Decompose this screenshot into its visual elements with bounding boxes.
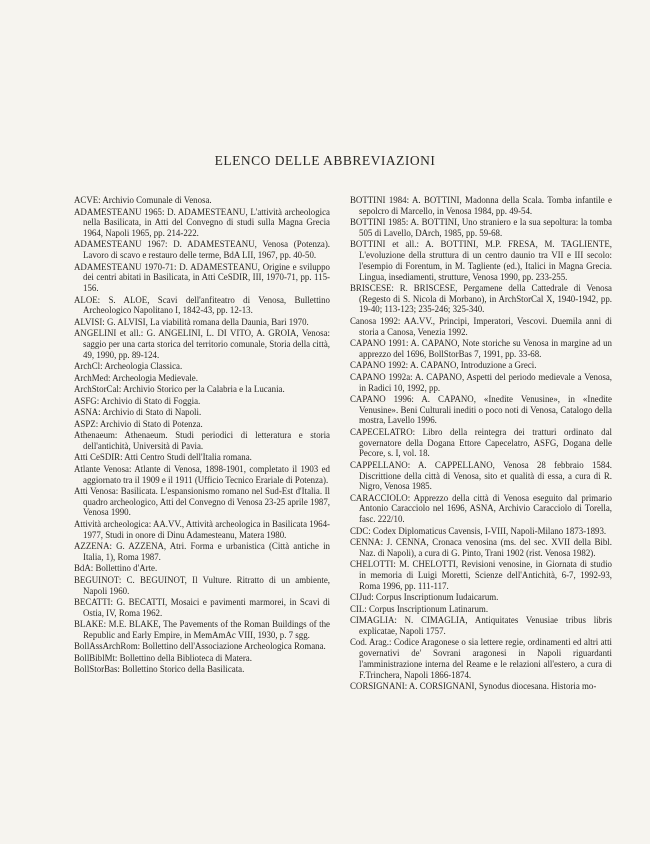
abbreviation-entry: Atlante Venosa: Atlante di Venosa, 1898-1901, completato il 1903 ed aggiornato tra il 1909 e il 1911 (Ufficio Tecnico Erariale di Potenza). [74,463,330,485]
abbreviation-entry: Atti Venosa: Basilicata. L'espansionismo romano nel Sud-Est d'Italia. Il quadro archeologico, Atti del Convegno di Venosa 23-25 aprile 1987, Venosa 1990. [74,486,330,518]
abbreviation-entry: ADAMESTEANU 1965: D. ADAMESTEANU, L'attività archeologica nella Basilicata, in Atti del Convegno di studi sulla Magna Grecia 1964, Napoli 1965, pp. 214-222. [74,206,330,238]
abbreviation-entry: CORSIGNANI: A. CORSIGNANI, Synodus diocesana. Historia mo- [350,681,597,692]
left-column [74,195,330,676]
abbreviation-entry: BollStorBas: Bollettino Storico della Basilicata. [74,664,245,675]
abbreviation-entry: BdA: Bollettino d'Arte. [74,563,158,574]
abbreviation-entry: CARACCIOLO: Apprezzo della città di Venosa eseguito dal primario Antonio Caracciolo nel 1696, ASNA, Archivio Caracciolo di Torella, fasc. 222/10. [350,492,612,525]
abbreviation-entry: CAPANO 1992a: A. CAPANO, Aspetti del periodo medievale a Venosa, in Radici 10, 1992, pp. [350,371,612,393]
abbreviation-entry: ArchMed: Archeologia Medievale. [74,372,198,383]
abbreviation-entry: CAPANO 1992: A. CAPANO, Introduzione a Greci. [350,360,537,371]
abbreviation-entry: BollAssArchRom: Bollettino dell'Associazione Archeologica Romana. [74,641,326,652]
abbreviation-entry: ADAMESTEANU 1970-71: D. ADAMESTEANU, Origine e sviluppo dei centri abitati in Basilicata, in Atti CeSDIR, III, 1970-71, pp. 115-156. [74,261,330,294]
abbreviation-entry: CAPANO 1996: A. CAPANO, «Inedite Venusine», in «Inedite Venusine». Beni Culturali inediti o poco noti di Venosa, Catalogo della mostra, Lavello 1996. [350,394,612,426]
abbreviation-entry: Cod. Arag.: Codice Aragonese o sia lettere regie, ordinamenti ed altri atti governativi de' Sovrani aragonesi in Napoli riguardanti l'amministrazione interna del Reame e le relazioni all'estero, a cura di F.Trinchera, Napoli 1866-1874. [350,637,612,680]
abbreviation-entry: ALVISI: G. ALVISI, La viabilità romana della Daunia, Bari 1970. [74,316,309,327]
abbreviation-entry: Athenaeum: Athenaeum. Studi periodici di letteratura e storia dell'antichità, Università di Pavia. [74,430,330,451]
abbreviation-entry: CIJud: Corpus Inscriptionum Iudaicarum. [350,592,499,603]
abbreviation-entry: ALOE: S. ALOE, Scavi dell'anfiteatro di Venosa, Bullettino Archeologico Napolitano I, 1842-43, pp. 12-13. [74,294,330,316]
abbreviation-entry: CAPANO 1991: A. CAPANO, Note storiche su Venosa in margine ad un apprezzo del 1696, BollStorBas 7, 1991, pp. 33-68. [350,338,612,359]
abbreviation-entry: Atti CeSDIR: Atti Centro Studi dell'Italia romana. [74,452,252,463]
abbreviation-entry: BEGUINOT: C. BEGUINOT, Il Vulture. Ritratto di un ambiente, Napoli 1960. [74,574,330,596]
abbreviation-entry: CDC: Codex Diplomaticus Cavensis, I-VIII, Napoli-Milano 1873-1893. [350,525,607,536]
abbreviation-entry: ASNA: Archivio di Stato di Napoli. [74,407,202,418]
abbreviation-entry: ArchStorCal: Archivio Storico per la Calabria e la Lucania. [74,384,285,395]
abbreviation-entry: ACVE: Archivio Comunale di Venosa. [74,195,212,205]
abbreviation-entry: Canosa 1992: AA.VV., Principi, Imperatori, Vescovi. Duemila anni di storia a Canosa, Venezia 1992. [350,315,612,337]
abbreviation-entry: BOTTINI 1984: A. BOTTINI, Madonna della Scala. Tomba infantile e sepolcro di Marcello, in Venosa 1984, pp. 49-54. [350,195,612,216]
abbreviation-entry: ANGELINI et all.: G. ANGELINI, L. DI VITO, A. GROIA, Venosa: saggio per una carta storica del territorio comunale, Storia della città, 49, 1990, pp. 89-124. [74,328,330,360]
page-title: ELENCO DELLE ABBREVIAZIONI [214,153,436,168]
abbreviation-entry: BRISCESE: R. BRISCESE, Pergamene della Cattedrale di Venosa (Regesto di S. Nicola di Morbano), in ArchStorCal X, 1940-1942, pp. 19-40; 113-123; 235-246; 325-340. [350,283,612,315]
abbreviation-entry: CIMAGLIA: N. CIMAGLIA, Antiquitates Venusiae tribus libris explicatae, Napoli 1757. [350,615,612,636]
abbreviation-entry: BOTTINI et all.: A. BOTTINI, M.P. FRESA, M. TAGLIENTE, L'evoluzione della struttura di un centro daunio tra VII e III secolo: l'esempio di Forentum, in M. Tagliente (ed.), Italici in Magna Grecia. Lingua, insediamenti, strutture, Venosa 1990, pp. 233-255. [350,239,612,282]
abbreviation-entry: BECATTI: G. BECATTI, Mosaici e pavimenti marmorei, in Scavi di Ostia, IV, Roma 1962. [74,597,330,618]
right-column [350,195,612,693]
abbreviation-entry: ADAMESTEANU 1967: D. ADAMESTEANU, Venosa (Potenza). Lavoro di scavo e restauro delle terme, BdA LII, 1967, pp. 40-50. [74,239,330,261]
abbreviation-entry: Attività archeologica: AA.VV., Attività archeologica in Basilicata 1964-1977, Studi in onore di Dinu Adamesteanu, Matera 1980. [74,518,330,540]
abbreviation-entry: CAPPELLANO: A. CAPPELLANO, Venosa 28 febbraio 1584. Discrittione della città di Venosa, sito et qualità di essa, a cura di R. Nigro, Venosa 1985. [350,459,612,492]
abbreviation-entry: CHELOTTI: M. CHELOTTI, Revisioni venosine, in Giornata di studio in memoria di Luigi Moretti, Scienze dell'Antichità, 6-7, 1992-93, Roma 1996, pp. 111-117. [350,559,612,591]
abbreviation-entry: BollBiblMt: Bollettino della Biblioteca di Matera. [74,652,252,663]
abbreviation-entry: CENNA: J. CENNA, Cronaca venosina (ms. del sec. XVII della Bibl. Naz. di Napoli), a cura di G. Pinto, Trani 1902 (rist. Venosa 1982). [350,537,612,558]
abbreviation-entry: ArchCl: Archeologia Classica. [74,361,183,372]
abbreviation-entry: CAPECELATRO: Libro della reintegra dei tratturi ordinato dal governatore della Dogana Ettore Capecelatro, ASFG, Dogana delle Pecore, s. I, vol. 18. [350,426,612,459]
abbreviation-entry: ASPZ: Archivio di Stato di Potenza. [74,418,203,429]
abbreviation-entry: ASFG: Archivio di Stato di Foggia. [74,395,201,406]
abbreviation-entry: BLAKE: M.E. BLAKE, The Pavements of the Roman Buildings of the Republic and Early Empire, in MemAmAc VIII, 1930, p. 7 sgg. [74,619,330,640]
abbreviation-entry: BOTTINI 1985: A. BOTTINI, Uno straniero e la sua sepoltura: la tomba 505 di Lavello, DArch, 1985, pp. 59-68. [350,217,612,238]
abbreviation-entry: AZZENA: G. AZZENA, Atri. Forma e urbanistica (Città antiche in Italia, 1), Roma 1987. [74,541,330,562]
abbreviation-entry: CIL: Corpus Inscriptionum Latinarum. [350,603,489,614]
